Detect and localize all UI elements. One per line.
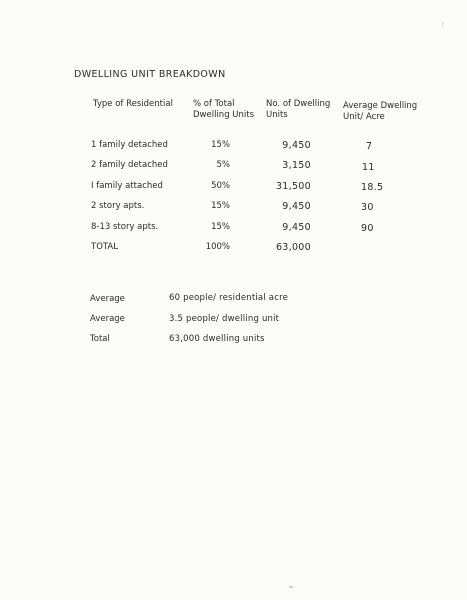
table-row-dwelling-units: 3,150 [282, 160, 311, 171]
table-row-type: 2 family detached [91, 160, 168, 170]
document-title: DWELLING UNIT BREAKDOWN [74, 69, 226, 80]
table-row-percent: 15% [211, 201, 230, 211]
table-row-percent: 15% [211, 222, 230, 232]
header-percent-of-total: % of Total Dwelling Units [193, 99, 255, 120]
table-row-average: 7 [366, 141, 373, 152]
summary-label: Average [90, 294, 125, 304]
scan-mark [289, 586, 293, 588]
header-number-of-dwelling-units: No. of Dwelling Units [266, 99, 331, 120]
table-row-type: TOTAL [91, 242, 118, 252]
table-row-dwelling-units: 63,000 [275, 242, 311, 253]
summary-value: 63,000 dwelling units [169, 334, 265, 344]
table-row-type: 8-13 story apts. [91, 222, 159, 232]
table-row-dwelling-units: 31,500 [275, 181, 311, 192]
summary-value: 3.5 people/ dwelling unit [169, 314, 280, 324]
table-row-average: 30 [361, 202, 374, 213]
table-row-percent: 100% [205, 242, 230, 252]
summary-label: Total [90, 334, 110, 344]
summary-value: 60 people/ residential acre [169, 293, 289, 303]
table-row-type: I family attached [91, 181, 163, 191]
table-row-average: 11 [362, 162, 375, 173]
summary-label: Average [90, 314, 125, 324]
table-row-type: 2 story apts. [91, 201, 145, 211]
table-row-percent: 15% [211, 140, 230, 150]
table-row-type: 1 family detached [91, 140, 168, 150]
table-row-dwelling-units: 9,450 [282, 222, 311, 233]
table-row-average: 18.5 [361, 182, 384, 193]
table-row-dwelling-units: 9,450 [282, 140, 311, 151]
table-row-dwelling-units: 9,450 [282, 201, 311, 212]
header-type-of-residential: Type of Residential [93, 99, 173, 109]
header-average-dwelling-unit-per-acre: Average Dwelling Unit/ Acre [343, 101, 418, 122]
table-row-percent: 5% [216, 160, 230, 170]
scan-mark [442, 22, 443, 27]
table-row-average: 90 [361, 223, 374, 234]
table-row-percent: 50% [211, 181, 230, 191]
